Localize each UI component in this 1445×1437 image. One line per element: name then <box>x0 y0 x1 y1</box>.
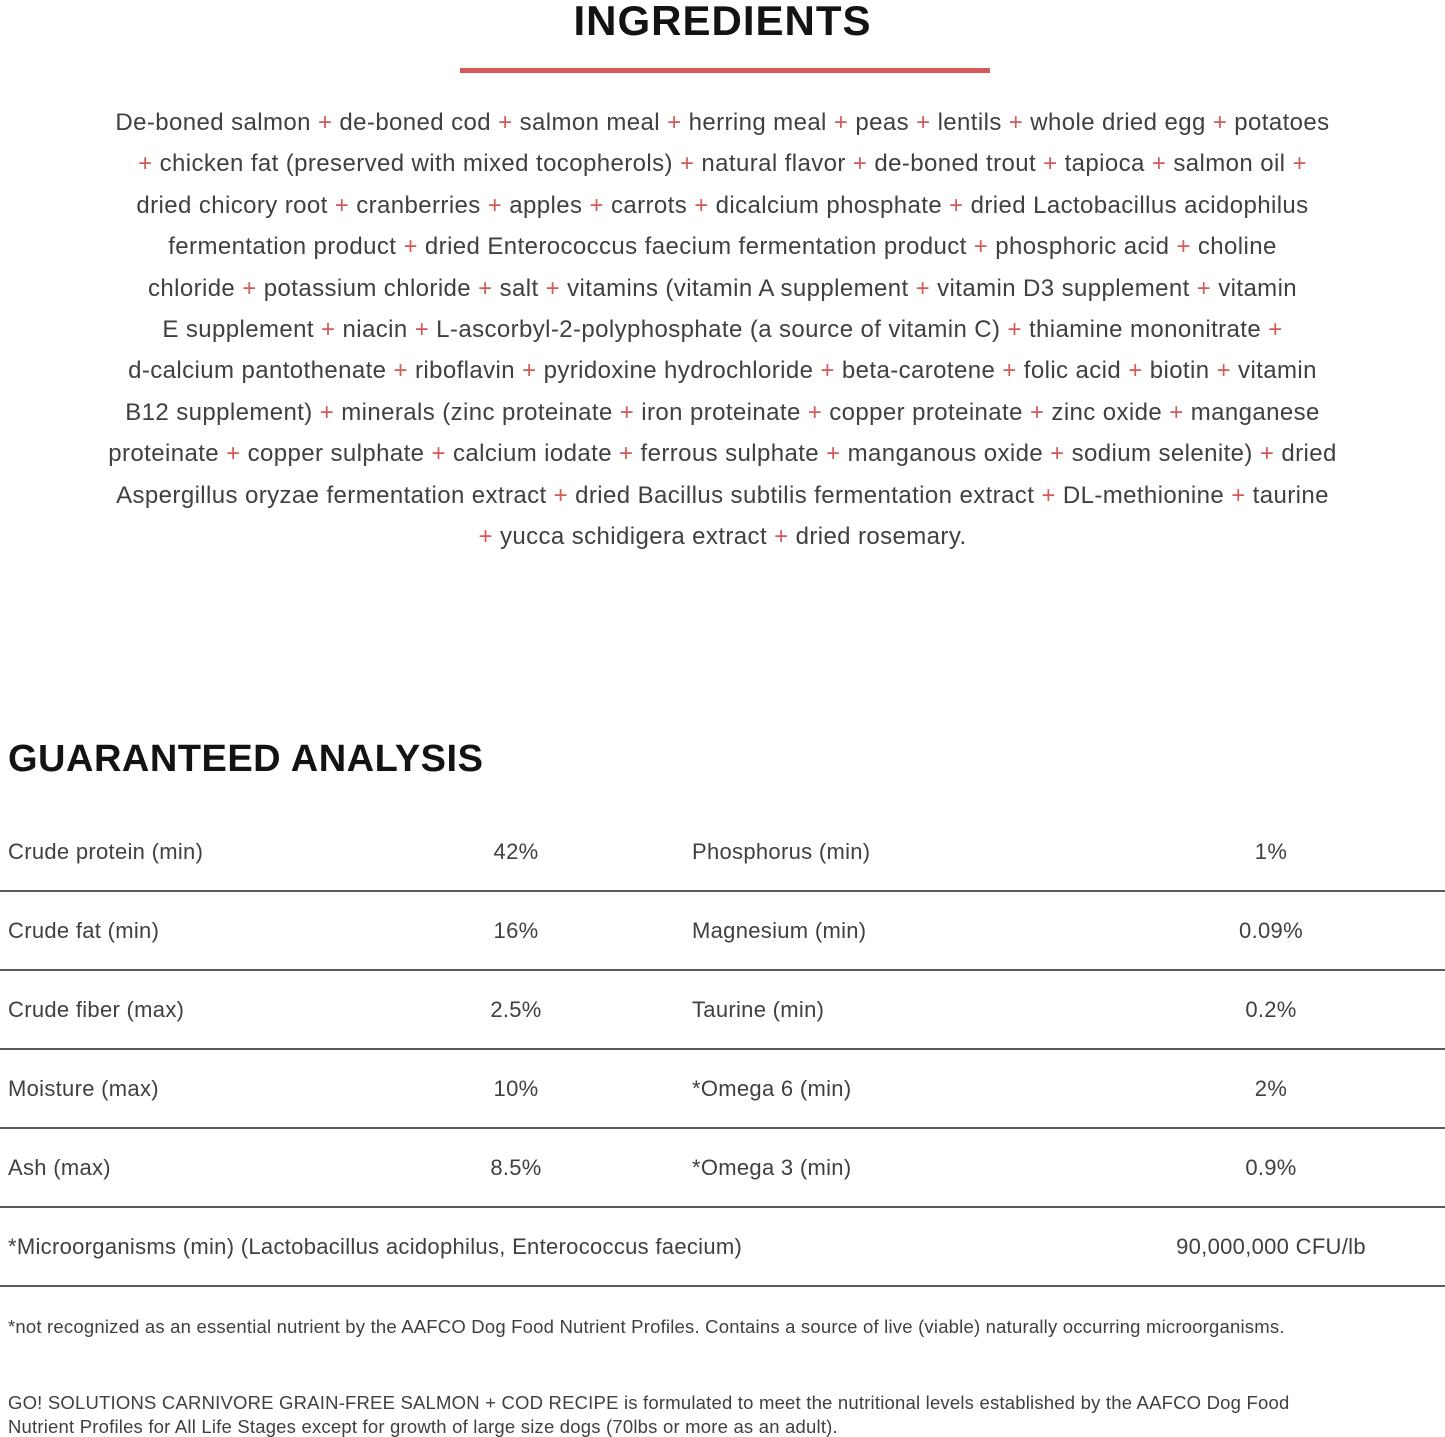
aafco-statement-line: GO! SOLUTIONS CARNIVORE GRAIN-FREE SALMON + COD RECIPE is formulated to meet the nutritional levels established by the AAFCO Dog Food <box>8 1392 1290 1413</box>
ingredients-line: d-calcium pantothenate + riboflavin + pyridoxine hydrochloride + beta-carotene + folic acid + biotin + vitamin <box>128 357 1317 385</box>
plus-separator: + <box>1128 357 1143 385</box>
analysis-label-right: Phosphorus (min) <box>692 838 871 864</box>
analysis-value-left: 8.5% <box>490 1154 542 1180</box>
analysis-value-right: 0.2% <box>1245 996 1297 1022</box>
plus-separator: + <box>487 191 503 219</box>
microorganisms-value: 90,000,000 CFU/lb <box>1176 1233 1366 1259</box>
plus-separator: + <box>1007 316 1022 344</box>
plus-separator: + <box>478 523 493 551</box>
plus-separator: + <box>1292 150 1307 178</box>
aafco-statement <box>8 1391 1289 1437</box>
ingredients-line: chloride + potassium chloride + salt + vitamins (vitamin A supplement + vitamin D3 supplement + vitamin <box>147 274 1298 302</box>
guaranteed-analysis-table <box>0 813 1445 1287</box>
analysis-label-right: Taurine (min) <box>692 996 825 1022</box>
plus-separator: + <box>1043 150 1058 178</box>
plus-separator: + <box>619 440 634 468</box>
ingredients-line: De-boned salmon + de-boned cod + salmon meal + herring meal + peas + lentils + whole dried egg + potatoes <box>115 109 1330 136</box>
guaranteed-analysis-title: GUARANTEED ANALYSIS <box>8 738 484 780</box>
plus-separator: + <box>1029 398 1045 426</box>
plus-separator: + <box>545 274 561 302</box>
plus-separator: + <box>619 398 635 426</box>
plus-separator: + <box>478 274 493 302</box>
plus-separator: + <box>1196 274 1212 302</box>
plus-separator: + <box>949 191 964 219</box>
plus-separator: + <box>694 191 709 219</box>
analysis-row <box>0 1050 1445 1129</box>
analysis-row <box>0 892 1445 971</box>
plus-separator: + <box>1169 398 1184 426</box>
plus-separator: + <box>1008 109 1024 136</box>
analysis-value-right: 1% <box>1254 838 1288 864</box>
analysis-label-right: *Omega 3 (min) <box>692 1154 852 1180</box>
plus-separator: + <box>334 191 350 219</box>
analysis-value-left: 2.5% <box>490 996 542 1022</box>
analysis-value-left: 42% <box>493 838 539 864</box>
plus-separator: + <box>321 316 336 344</box>
analysis-label-left: Moisture (max) <box>8 1075 159 1101</box>
ingredients-line: proteinate + copper sulphate + calcium iodate + ferrous sulphate + manganous oxide + sodium selenite) + dried <box>108 440 1337 468</box>
plus-separator: + <box>431 440 446 468</box>
plus-separator: + <box>498 109 513 136</box>
plus-separator: + <box>242 274 257 302</box>
ingredients-line: Aspergillus oryzae fermentation extract + dried Bacillus subtilis fermentation extract + DL-methionine + taurine <box>116 481 1329 509</box>
analysis-label-left: Crude fat (min) <box>8 917 160 943</box>
analysis-row-microorganisms <box>0 1208 1445 1287</box>
plus-separator: + <box>1259 440 1275 468</box>
plus-separator: + <box>833 109 849 136</box>
analysis-row <box>0 971 1445 1050</box>
plus-separator: + <box>403 233 418 261</box>
plus-separator: + <box>317 109 333 136</box>
plus-separator: + <box>226 440 241 468</box>
analysis-value-left: 10% <box>493 1075 539 1101</box>
asterisk-footnote: *not recognized as an essential nutrient by the AAFCO Dog Food Nutrient Profiles. Contains a source of live (viable) naturally occurring microorganisms. <box>8 1316 1285 1337</box>
plus-separator: + <box>774 523 789 551</box>
ingredients-title: INGREDIENTS <box>573 0 872 44</box>
plus-separator: + <box>1050 440 1065 468</box>
ingredients-list <box>0 102 1445 557</box>
plus-separator: + <box>1041 481 1056 509</box>
plus-separator: + <box>915 274 931 302</box>
plus-separator: + <box>522 357 537 385</box>
plus-separator: + <box>916 109 931 136</box>
plus-separator: + <box>820 357 835 385</box>
plus-separator: + <box>852 150 868 178</box>
plus-separator: + <box>1002 357 1017 385</box>
plus-separator: + <box>973 233 989 261</box>
plus-separator: + <box>1216 357 1231 385</box>
microorganisms-label: *Microorganisms (min) (Lactobacillus acidophilus, Enterococcus faecium) <box>8 1233 743 1259</box>
analysis-value-right: 0.09% <box>1239 917 1303 943</box>
ingredients-line: + yucca schidigera extract + dried rosemary. <box>478 523 967 551</box>
plus-separator: + <box>393 357 408 385</box>
plus-separator: + <box>1231 481 1246 509</box>
plus-separator: + <box>667 109 682 136</box>
ingredients-line: dried chicory root + cranberries + apples + carrots + dicalcium phosphate + dried Lactobacillus acidophilus <box>136 191 1309 219</box>
plus-separator: + <box>1268 316 1283 344</box>
ingredients-line: + chicken fat (preserved with mixed tocopherols) + natural flavor + de-boned trout + tapioca + salmon oil + <box>138 150 1307 178</box>
plus-separator: + <box>1151 150 1167 178</box>
plus-separator: + <box>826 440 841 468</box>
ingredients-line: B12 supplement) + minerals (zinc proteinate + iron proteinate + copper proteinate + zinc oxide + manganese <box>125 398 1320 426</box>
plus-separator: + <box>138 150 153 178</box>
plus-separator: + <box>553 481 569 509</box>
analysis-label-right: Magnesium (min) <box>692 917 867 943</box>
plus-separator: + <box>679 150 695 178</box>
plus-separator: + <box>319 398 335 426</box>
analysis-label-left: Crude protein (min) <box>8 838 204 864</box>
plus-separator: + <box>807 398 823 426</box>
analysis-value-left: 16% <box>493 917 539 943</box>
analysis-label-right: *Omega 6 (min) <box>692 1075 852 1101</box>
analysis-row <box>0 1129 1445 1208</box>
aafco-statement-line: Nutrient Profiles for All Life Stages except for growth of large size dogs (70lbs or more as an adult). <box>8 1416 838 1437</box>
analysis-value-right: 2% <box>1254 1075 1288 1101</box>
analysis-label-left: Crude fiber (max) <box>8 996 185 1022</box>
plus-separator: + <box>414 316 430 344</box>
title-underline-rule <box>460 68 990 73</box>
plus-separator: + <box>1212 109 1228 136</box>
analysis-value-right: 0.9% <box>1245 1154 1297 1180</box>
analysis-label-left: Ash (max) <box>8 1154 111 1180</box>
ingredients-line: fermentation product + dried Enterococcus faecium fermentation product + phosphoric acid + choline <box>168 233 1277 261</box>
plus-separator: + <box>589 191 604 219</box>
plus-separator: + <box>1176 233 1191 261</box>
analysis-row <box>0 813 1445 892</box>
ingredients-line: E supplement + niacin + L-ascorbyl-2-polyphosphate (a source of vitamin C) + thiamine mononitrate + <box>162 316 1283 344</box>
